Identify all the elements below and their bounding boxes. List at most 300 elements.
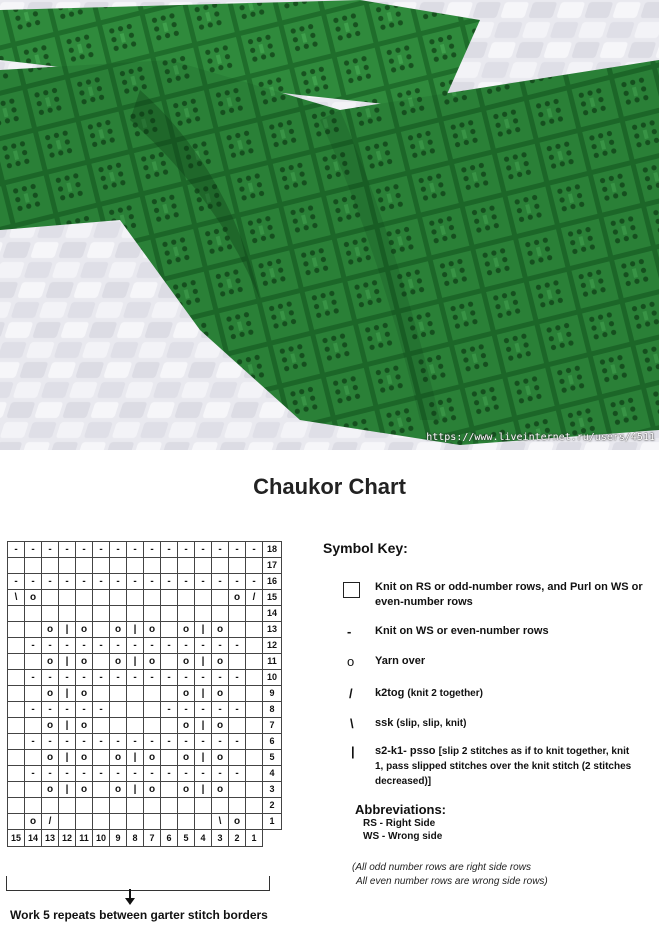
chart-cell: - [212,702,229,718]
chart-cell: o [212,686,229,702]
chart-cell: o [42,718,59,734]
chart-cell [161,814,178,830]
row-number: 4 [263,766,282,782]
chart-cell [59,558,76,574]
chart-cell [195,558,212,574]
chart-row [8,686,282,702]
chart-cell: - [195,542,212,558]
chart-cell: - [42,734,59,750]
column-numbers-row [8,830,282,847]
key-text [375,686,483,701]
repeat-instruction: Work 5 repeats between garter stitch borders [10,908,268,922]
chart-cell [229,622,246,638]
chart-row [8,542,282,558]
chart-cell [178,814,195,830]
chart-cell: - [25,542,42,558]
chart-cell: - [76,702,93,718]
chart-cell: / [246,590,263,606]
chart-cell [59,606,76,622]
chart-cell: - [25,766,42,782]
symbol-key [323,540,659,787]
chart-cell: - [178,670,195,686]
chart-cell [246,718,263,734]
chart-row [8,606,282,622]
dash-icon: - [347,624,352,639]
chart-cell: - [42,670,59,686]
chart-cell: o [76,622,93,638]
chart-row [8,670,282,686]
ssk-desc: (slip, slip, knit) [396,718,467,729]
chart-cell [195,590,212,606]
chart-cell [8,606,25,622]
row-number: 15 [263,590,282,606]
column-number: 6 [161,830,178,847]
row-number: 1 [263,814,282,830]
chart-cell [110,718,127,734]
chart-title: Chaukor Chart [253,474,406,499]
chart-cell [178,606,195,622]
chart-cell: - [212,638,229,654]
chart-cell [195,606,212,622]
chart-cell: | [195,686,212,702]
row-number: 13 [263,622,282,638]
chart-cell [42,798,59,814]
chart-cell [246,782,263,798]
repeat-bracket [6,876,270,891]
chart-cell [212,590,229,606]
key-text: Yarn over [375,655,426,667]
chart-cell [110,686,127,702]
chart-cell: | [195,622,212,638]
chart-cell: - [178,638,195,654]
chart-cell: - [144,542,161,558]
chart-cell: o [25,590,42,606]
chart-cell: - [195,702,212,718]
chart-cell: o [42,654,59,670]
chart-cell: o [212,718,229,734]
chart-cell [127,686,144,702]
chart-cell: o [212,622,229,638]
column-number: 15 [8,830,25,847]
chart-cell: o [76,718,93,734]
chart-cell: - [195,766,212,782]
chart-cell [76,798,93,814]
chart-cell: - [110,734,127,750]
chart-cell: | [59,750,76,766]
chart-cell [195,814,212,830]
chart-cell: - [229,670,246,686]
chart-cell [8,734,25,750]
ssk-label: ssk [375,717,394,729]
chart-cell [25,558,42,574]
chart-cell [93,686,110,702]
scarf-photo [0,0,659,450]
chart-cell: - [76,574,93,590]
chart-cell: o [76,686,93,702]
chart-cell: - [8,542,25,558]
chart-cell [127,814,144,830]
chart-cell [42,590,59,606]
chart-cell [8,622,25,638]
chart-cell: - [42,638,59,654]
chart-cell: o [42,750,59,766]
chart-cell: o [76,782,93,798]
chart-cell: - [229,734,246,750]
chart-cell [246,622,263,638]
chart-cell [178,590,195,606]
watermark-url: https://www.liveinternet.ru/users/4511 [426,432,655,443]
chart-cell: - [195,670,212,686]
chart-cell [76,558,93,574]
chart-cell: - [229,702,246,718]
chart-cell: - [42,574,59,590]
column-number: 11 [76,830,93,847]
chart-cell [42,558,59,574]
chart-cell: o [42,686,59,702]
chart-cell: - [212,574,229,590]
chart-cell: - [59,734,76,750]
row-number: 5 [263,750,282,766]
row-number: 12 [263,638,282,654]
abbreviation-ws: WS - Wrong side [363,831,443,842]
chart-cell: - [212,670,229,686]
chart-cell [59,590,76,606]
chart-cell [8,670,25,686]
chart-cell: - [59,766,76,782]
chart-cell [8,798,25,814]
chart-cell: | [195,654,212,670]
chart-cell [246,814,263,830]
row-number: 14 [263,606,282,622]
chart-cell [8,654,25,670]
chart-cell [110,702,127,718]
chart-row [8,590,282,606]
chart-cell [246,734,263,750]
chart-cell [25,750,42,766]
chart-row [8,798,282,814]
chart-row [8,622,282,638]
ssk-icon: \ [350,716,354,731]
yarn-over-icon: o [347,654,355,669]
chart-cell: - [93,574,110,590]
chart-cell: | [127,654,144,670]
chart-cell: - [178,542,195,558]
chart-cell [229,686,246,702]
chart-cell [178,558,195,574]
chart-cell: - [195,574,212,590]
chart-cell [8,814,25,830]
chart-cell: o [178,686,195,702]
column-number: 12 [59,830,76,847]
chart-cell: - [127,670,144,686]
chart-cell [25,798,42,814]
chart-row [8,718,282,734]
chart-cell: - [144,574,161,590]
chart-cell [8,686,25,702]
chart-cell [127,606,144,622]
chart-row [8,734,282,750]
chart-cell: o [42,622,59,638]
row-number: 11 [263,654,282,670]
chart-cell: - [110,670,127,686]
chart-cell: o [178,654,195,670]
chart-cell: / [42,814,59,830]
chart-cell: o [110,622,127,638]
chart-cell: - [93,702,110,718]
column-number: 5 [178,830,195,847]
chart-cell [8,558,25,574]
chart-cell: - [59,638,76,654]
chart-cell [144,718,161,734]
chart-cell: - [59,542,76,558]
chart-cell: - [127,766,144,782]
note-line-2: All even number rows are wrong side rows) [356,876,548,887]
chart-cell [93,654,110,670]
chart-cell: - [161,638,178,654]
row-number: 2 [263,798,282,814]
chart-cell: - [246,574,263,590]
chart-cell: o [212,750,229,766]
column-number: 2 [229,830,246,847]
chart-cell [161,798,178,814]
chart-cell: - [161,702,178,718]
chart-cell: - [127,574,144,590]
chart-cell: | [195,782,212,798]
column-number: 7 [144,830,161,847]
chart-cell: - [59,574,76,590]
symbol-key-heading: Symbol Key: [323,540,408,556]
chart-cell: - [59,702,76,718]
chart-cell: - [144,734,161,750]
chart-cell: - [229,766,246,782]
chart-cell [246,798,263,814]
chart-cell [229,558,246,574]
chart-cell [8,638,25,654]
chart-cell: o [229,590,246,606]
chart-cell: - [178,766,195,782]
chart-cell [161,718,178,734]
column-number: 10 [93,830,110,847]
chart-cell [246,638,263,654]
chart-cell [59,814,76,830]
chart-cell: - [144,766,161,782]
chart-cell [246,654,263,670]
column-number: 8 [127,830,144,847]
chart-cell: - [25,670,42,686]
corner-cell [263,830,282,847]
chart-cell: o [76,654,93,670]
chart-cell [144,814,161,830]
chart-cell [8,782,25,798]
chart-cell: o [178,718,195,734]
chart-cell [161,686,178,702]
chart-row [8,750,282,766]
chart-cell [8,766,25,782]
key-text [375,716,466,731]
chart-cell [76,814,93,830]
chart-cell: o [212,654,229,670]
chart-cell [8,750,25,766]
chart-cell: o [229,814,246,830]
chart-cell: - [42,766,59,782]
chart-cell [161,606,178,622]
chart-cell: o [76,750,93,766]
chart-cell: - [229,638,246,654]
chart-cell: | [195,718,212,734]
chart-cell: o [144,622,161,638]
chart-cell [93,798,110,814]
chart-cell: o [110,654,127,670]
chart-cell [93,558,110,574]
chart-cell: - [110,574,127,590]
chart-cell [25,654,42,670]
chart-cell: - [110,638,127,654]
chart-cell: o [25,814,42,830]
chart-cell: - [25,638,42,654]
chart-cell [229,654,246,670]
k2tog-desc: (knit 2 together) [407,688,483,699]
chart-cell: - [76,670,93,686]
note-line-1: (All odd number rows are right side rows [352,862,531,873]
chart-cell [246,686,263,702]
chart-cell [144,590,161,606]
chart-cell: - [93,766,110,782]
chart-cell: - [59,670,76,686]
chart-cell: | [59,686,76,702]
chart-cell [161,622,178,638]
chart-cell [110,606,127,622]
chart-cell: - [212,734,229,750]
chart-cell [93,590,110,606]
chart-row [8,574,282,590]
chart-cell: - [76,542,93,558]
chart-cell [161,654,178,670]
chart-cell: o [110,750,127,766]
chart-cell: - [127,638,144,654]
chart-cell [144,702,161,718]
chart-cell [161,558,178,574]
chart-cell [212,558,229,574]
key-text [375,744,635,789]
chart-cell: - [93,734,110,750]
row-number: 6 [263,734,282,750]
chart-cell: - [212,542,229,558]
chart-cell: - [127,734,144,750]
row-number: 7 [263,718,282,734]
chart-cell: o [144,750,161,766]
chart-cell [195,798,212,814]
chart-cell: - [25,734,42,750]
chart-cell: - [161,766,178,782]
chart-cell: | [127,622,144,638]
chart-cell [76,606,93,622]
column-number: 13 [42,830,59,847]
chart-cell: | [59,718,76,734]
chart-cell: | [127,750,144,766]
chart-cell [110,814,127,830]
abbreviation-rs: RS - Right Side [363,818,436,829]
chart-cell [212,798,229,814]
chart-cell [25,622,42,638]
chart-cell: - [195,638,212,654]
chart-cell: - [42,542,59,558]
chart-row [8,702,282,718]
empty-square-icon [343,582,360,598]
chart-row [8,814,282,830]
s2k1psso-label: s2-k1- psso [375,745,436,757]
chart-cell: o [178,750,195,766]
chart-cell [144,606,161,622]
chart-cell [212,606,229,622]
chart-cell [8,718,25,734]
row-number: 16 [263,574,282,590]
chart-cell: \ [8,590,25,606]
chart-cell: - [229,542,246,558]
chart-cell [25,686,42,702]
k2tog-icon: / [349,686,353,701]
chart-cell: o [178,782,195,798]
chart-cell: - [144,638,161,654]
chart-cell: - [76,638,93,654]
chart-cell: - [161,574,178,590]
chart-row [8,654,282,670]
chart-cell: | [59,654,76,670]
chart-cell [246,606,263,622]
chart-cell: - [25,702,42,718]
chart-cell [42,606,59,622]
chart-cell [127,558,144,574]
chart-cell [93,782,110,798]
chart-cell: - [110,542,127,558]
chart-cell: - [246,542,263,558]
chart-cell: | [59,782,76,798]
abbreviations [355,802,446,843]
row-number: 18 [263,542,282,558]
s2k1psso-icon: | [351,744,355,759]
chart-cell [229,606,246,622]
chart-cell: | [127,782,144,798]
chart-cell [25,718,42,734]
chart-cell [246,670,263,686]
row-number: 3 [263,782,282,798]
chart-cell [229,718,246,734]
chart-cell: - [25,574,42,590]
chart-cell: o [110,782,127,798]
chart-cell [127,718,144,734]
chart-cell: - [212,766,229,782]
chart-cell [229,798,246,814]
chart-cell [246,766,263,782]
chart-cell [127,590,144,606]
row-side-note [352,861,548,889]
chart-cell [25,606,42,622]
chart-cell: - [144,670,161,686]
chart-cell [144,686,161,702]
chart-cell [127,702,144,718]
chart-cell: o [212,782,229,798]
row-number: 10 [263,670,282,686]
chart-row [8,782,282,798]
abbreviations-heading: Abbreviations: [355,802,447,817]
column-number: 3 [212,830,229,847]
chart-cell [246,750,263,766]
chart-cell [76,590,93,606]
chart-row [8,766,282,782]
chart-cell [93,606,110,622]
chart-cell: - [8,574,25,590]
chart-cell: - [93,542,110,558]
chart-cell: - [178,574,195,590]
